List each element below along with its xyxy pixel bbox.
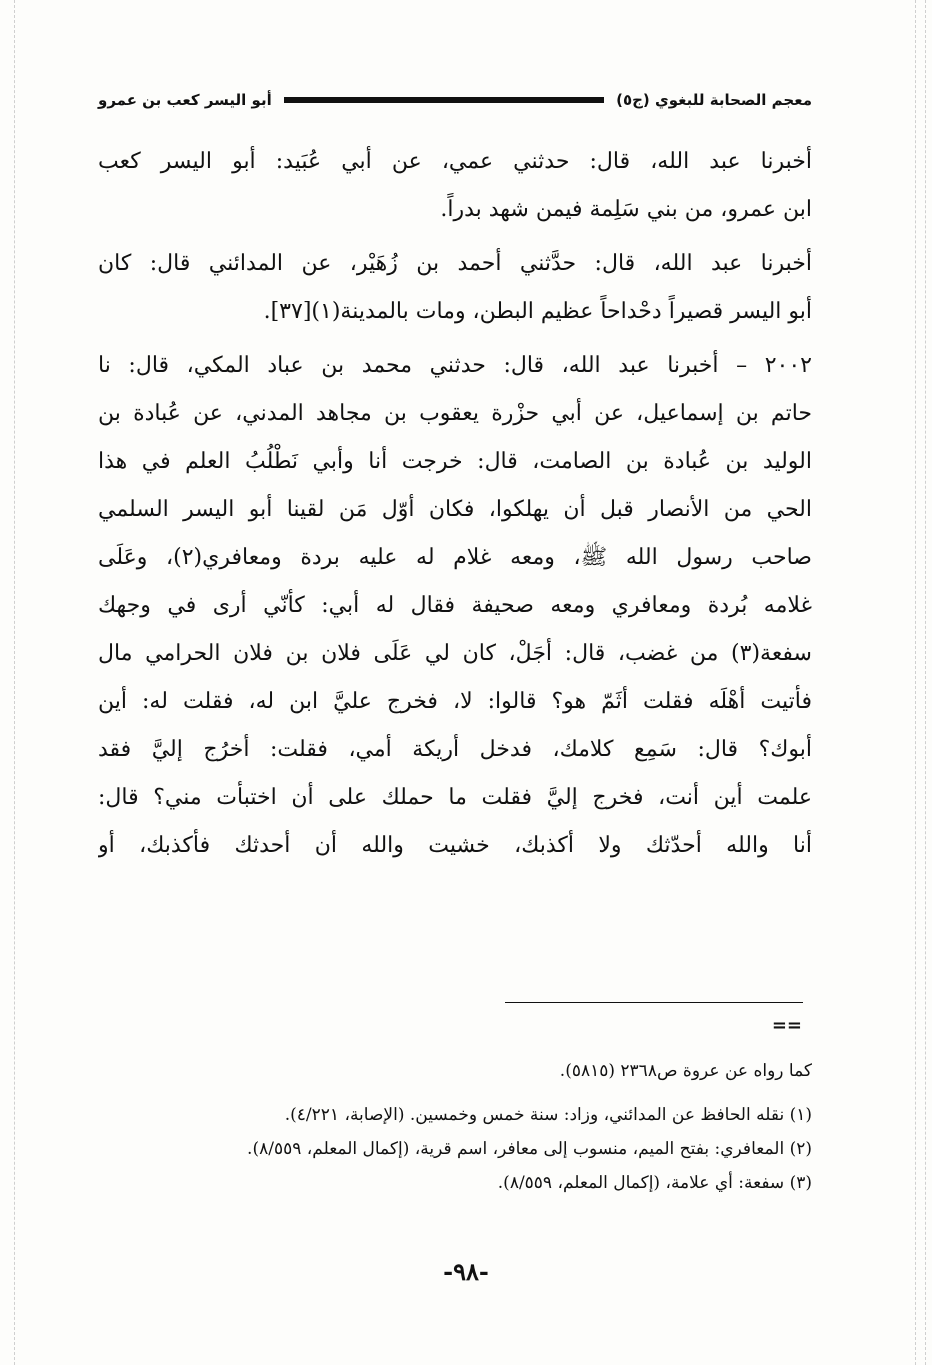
section-title: أبو اليسر كعب بن عمرو (98, 91, 272, 109)
text-line: فأتيت أهْلَه فقلت أثَمّ هو؟ قالوا: لا، فخرج عليَّ ابن له، فقلت له: أين (98, 689, 812, 714)
header-rule (284, 97, 604, 103)
running-header (98, 86, 812, 114)
page-edge-right (915, 0, 916, 1365)
text-line: أنا والله أحدّثك ولا أكذبك، خشيت والله أن أحدثك فأكذبك، أو (98, 833, 812, 858)
text-line: علمت أين أنت، فخرج إليَّ فقلت ما حملك على أن اختبأت مني؟ قال: (98, 785, 812, 810)
text-line: حاتم بن إسماعيل، عن أبي حزْرة يعقوب بن مجاهد المدني، عن عُبادة بن (98, 401, 812, 426)
footnote-line: (١) نقله الحافظ عن المدائني، وزاد: سنة خمس وخمسين. (الإصابة، ٤/٢٢١). (284, 1105, 812, 1125)
text-line: أبوك؟ قال: سَمِع كلامك، فدخل أريكة أمي، فقلت: أخرُج إليَّ فقد (98, 737, 812, 762)
footnote-line: (٣) سفعة: أي علامة، (إكمال المعلم، ٨/٥٥٩). (497, 1173, 812, 1193)
text-line: ٢٠٠٢ – أخبرنا عبد الله، قال: حدثني محمد بن عباد المكي، قال: نا (98, 353, 812, 378)
text-line: ابن عمرو، من بني سَلِمة فيمن شهد بدراً. (440, 197, 812, 222)
page-number: -٩٨- (443, 1257, 489, 1286)
page-edge-left (14, 0, 15, 1365)
book-title: معجم الصحابة للبغوي (ج٥) (616, 91, 812, 109)
text-line: الحي من الأنصار قبل أن يهلكوا، فكان أوّل مَن لقينا أبو اليسر السلمي (98, 497, 812, 522)
text-line: سفعة(٣) من غضب، قال: أجَلْ، كان لي عَلَى فلان بن فلان الحرامي مال (98, 641, 812, 666)
text-line: أخبرنا عبد الله، قال: حدثني عمي، عن أبي عُبَيد: أبو اليسر كعب (98, 149, 812, 174)
page-edge-right-outer (925, 0, 926, 1365)
footnote-line: كما رواه عن عروة ص٢٣٦٨ (٥٨١٥). (559, 1061, 812, 1081)
footnotes (130, 1054, 812, 1200)
footnote-continuation-marker: == (771, 1015, 802, 1036)
footnote-separator (505, 1002, 803, 1003)
text-line: أبو اليسر قصيراً دحْداحاً عظيم البطن، ومات بالمدينة(١)[٣٧]. (263, 299, 812, 324)
text-line: صاحب رسول الله ﷺ، ومعه غلام له عليه بردة ومعافري(٢)، وعَلَى (98, 545, 812, 570)
text-line: الوليد بن عُبادة بن الصامت، قال: خرجت أنا وأبي نَطْلُبُ العلم في هذا (98, 449, 812, 474)
text-line: غلامه بُردة ومعافري ومعه صحيفة فقال له أبي: كأنّي أرى في وجهك (98, 593, 812, 618)
footnote-line: (٢) المعافري: بفتح الميم، منسوب إلى معافر، اسم قرية، (إكمال المعلم، ٨/٥٥٩). (247, 1139, 812, 1159)
text-line: أخبرنا عبد الله، قال: حدَّثني أحمد بن زُهَيْر، عن المدائني قال: كان (98, 251, 812, 276)
main-text (98, 138, 812, 870)
